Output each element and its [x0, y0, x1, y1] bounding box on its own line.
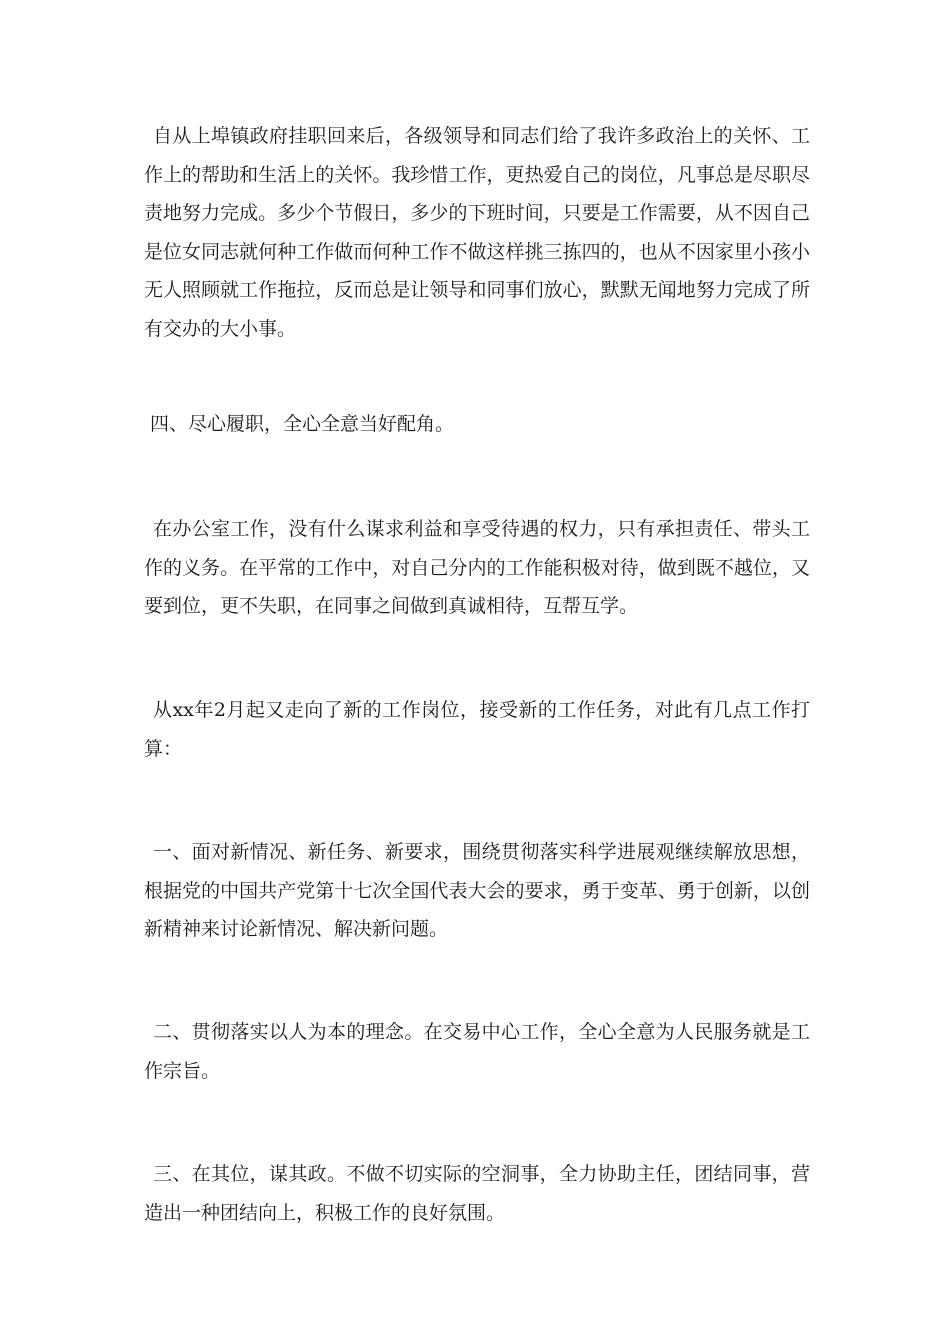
- paragraph-plan-two: 二、贯彻落实以人为本的理念。在交易中心工作，全心全意为人民服务就是工作宗旨。: [144, 1021, 810, 1082]
- section-heading-four: 四、尽心履职，全心全意当好配角。: [150, 413, 455, 435]
- paragraph-office-work: 在办公室工作，没有什么谋求利益和享受待遇的权力，只有承担责任、带头工作的义务。在平常的工作中，对自己分内的工作能积极对待，做到既不越位，又要到位，更不失职，在同事之间做到真诚相待，互帮互学。: [144, 518, 810, 618]
- paragraph-return-from-township: 自从上埠镇政府挂职回来后，各级领导和同志们给了我许多政治上的关怀、工作上的帮助和生活上的关怀。我珍惜工作，更热爱自己的岗位，凡事总是尽职尽责地努力完成。多少个节假日，多少的下班时间，只要是工作需要，从不因自己是位女同志就何种工作做而何种工作不做这样挑三拣四的，也从不因家里小孩小无人照顾就工作拖拉，反而总是让领导和同事们放心，默默无闻地努力完成了所有交办的大小事。: [144, 125, 810, 340]
- paragraph-new-position: 从xx年2月起又走向了新的工作岗位，接受新的工作任务，对此有几点工作打算：: [144, 699, 810, 760]
- paragraph-plan-three: 三、在其位，谋其政。不做不切实际的空洞事，全力协助主任，团结同事，营造出一种团结向上，积极工作的良好氛围。: [144, 1163, 810, 1224]
- paragraph-plan-one: 一、面对新情况、新任务、新要求，围绕贯彻落实科学进展观继续解放思想，根据党的中国共产党第十七次全国代表大会的要求，勇于变革、勇于创新，以创新精神来讨论新情况、解决新问题。: [144, 841, 810, 941]
